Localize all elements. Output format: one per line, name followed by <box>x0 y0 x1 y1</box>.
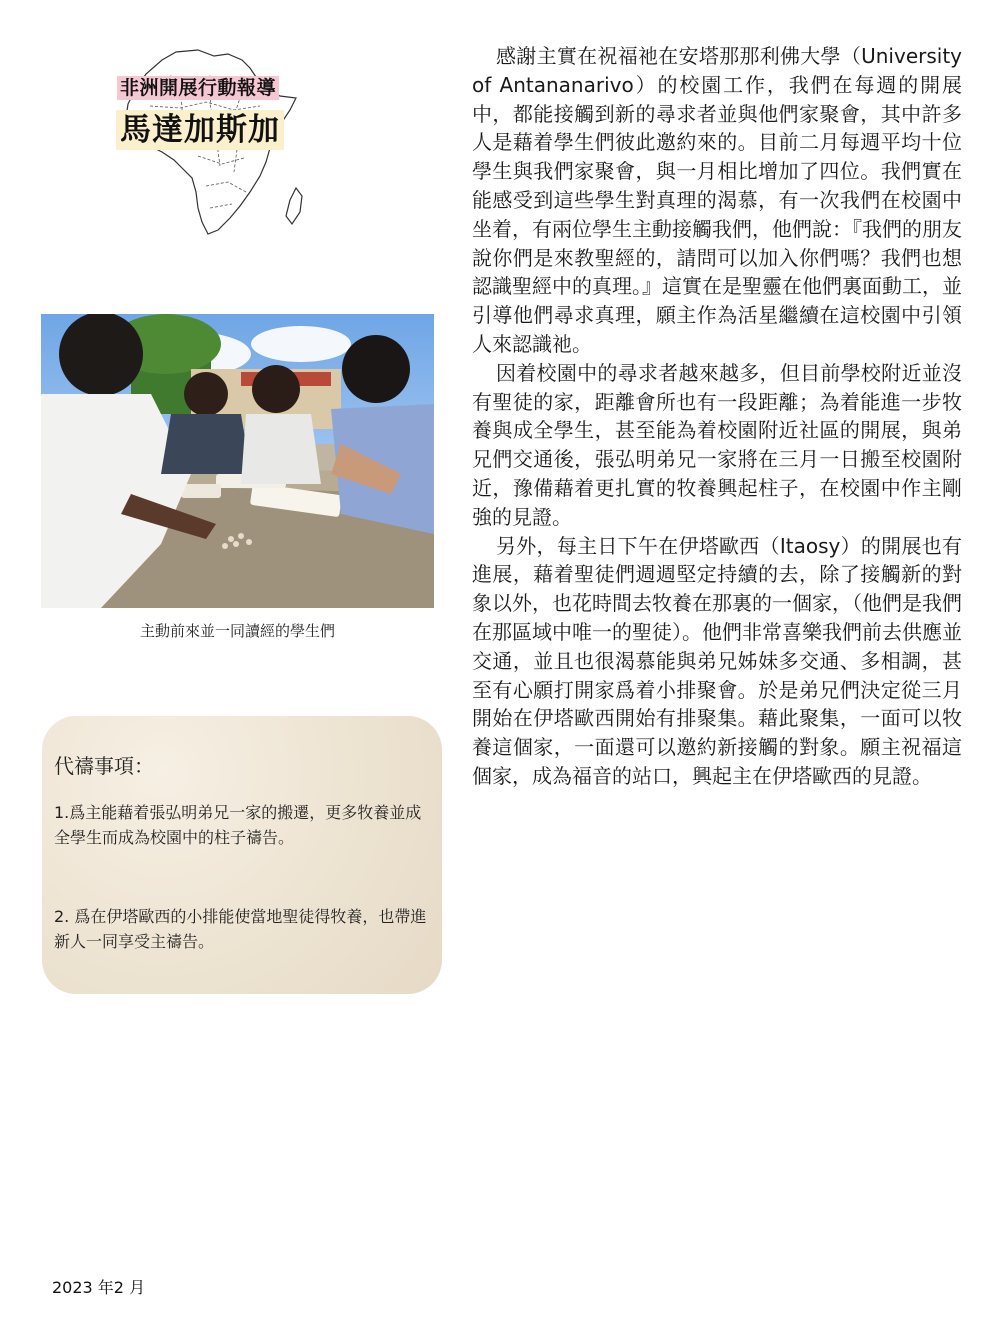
prayer-item-2: 2. 爲在伊塔歐西的小排能使當地聖徒得牧養，也帶進新人一同享受主禱告。 <box>54 907 427 951</box>
header-subtitle: 非洲開展行動報導 <box>117 76 279 100</box>
article-paragraph-2: 因着校園中的尋求者越來越多，但目前學校附近並沒有聖徒的家，距離會所也有一段距離；為着能進一步牧養與成全學生，甚至能為着校園附近社區的開展，與弟兄們交通後，張弘明弟兄一家將在三月一日搬至校園附近，豫備藉着更扎實的牧養興起柱子，在校園中作主剛強的見證。 <box>472 360 962 529</box>
article-body <box>472 42 962 791</box>
photo-illustration <box>41 314 434 608</box>
header-title: 馬達加斯加 <box>116 110 284 150</box>
students-reading-photo <box>41 314 434 608</box>
prayer-title: 代禱事項： <box>54 754 154 778</box>
photo-caption: 主動前來並一同讀經的學生們 <box>139 622 335 640</box>
article-paragraph-1: 感謝主實在祝福祂在安塔那那利佛大學（University of Antananarivo）的校園工作，我們在每週的開展中，都能接觸到新的尋求者並與他們家聚會，其中許多人是藉着學生們彼此邀約來的。目前二月每週平均十位學生與我們家聚會，與一月相比增加了四位。我們實在能感受到這些學生對真理的渴慕，有一次我們在校園中坐着，有兩位學生主動接觸我們，他們說：『我們的朋友說你們是來教聖經的，請問可以加入你們嗎？我們也想認識聖經中的真理。』這實在是聖靈在他們裏面動工，並引導他們尋求真理，願主作為活星繼續在這校園中引領人來認識祂。 <box>472 44 962 356</box>
footer-date: 2023 年2 月 <box>52 1278 146 1297</box>
article-paragraph-3: 另外，每主日下午在伊塔歐西（Itaosy）的開展也有進展，藉着聖徒們週週堅定持續的去，除了接觸新的對象以外，也花時間去牧養在那裏的一個家，（他們是我們在那區域中唯一的聖徒）。他們非常喜樂我們前去供應並交通，並且也很渴慕能與弟兄姊妹多交通、多相調，甚至有心願打開家爲着小排聚會。於是弟兄們決定從三月開始在伊塔歐西開始有排聚集。藉此聚集，一面可以牧養這個家，一面還可以邀約新接觸的對象。願主祝福這個家，成為福音的站口，興起主在伊塔歐西的見證。 <box>472 533 962 788</box>
prayer-item-1: 1.爲主能藉着張弘明弟兄一家的搬遷，更多牧養並成全學生而成為校園中的柱子禱告。 <box>54 803 422 847</box>
